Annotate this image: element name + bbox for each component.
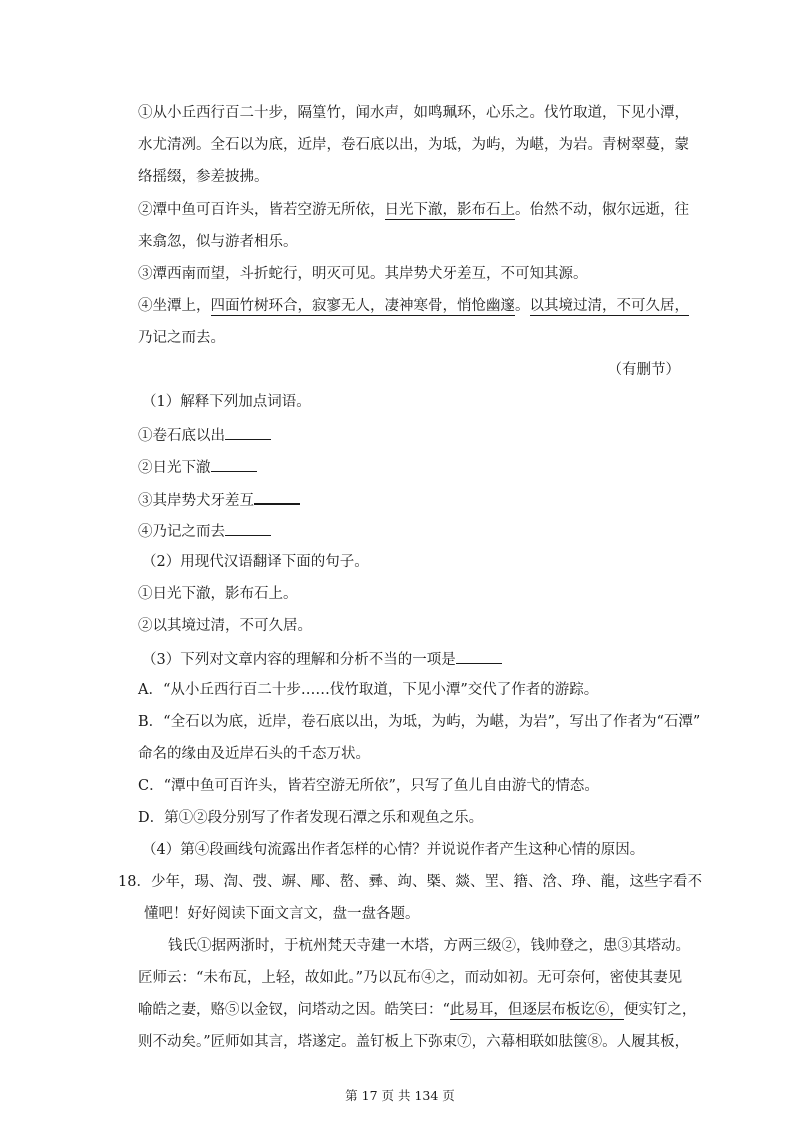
- passage-p1-line1: ①从小丘西行百二十步，隔篁竹，闻水声，如鸣珮环，心乐之。伐竹取道，下见小潭，: [138, 105, 689, 121]
- q18-text-4: 则不动矣。”匠师如其言，塔遂定。盖钉板上下弥束⑦，六幕相联如胠箧⑧。人履其板，: [138, 1034, 690, 1050]
- q3-option-c: C．“潭中鱼可百许头，皆若空游无所依”，只写了鱼儿自由游弋的情态。: [138, 778, 599, 794]
- passage-p2-text: ②潭中鱼可百许头，皆若空游无所依，: [138, 202, 385, 218]
- q18-text-3a: 喻皓之妻，赂⑤以金钗，问塔动之因。皓笑曰：“: [138, 1002, 450, 1018]
- q18-line-1: 18．少年，㻛、渹、弢、竮、郮、嶅、彞、竘、㮣、燚、罜、簎、浛、琤、龍，这些字看不: [118, 874, 702, 890]
- q18-line-2: 懂吧！好好阅读下面文言文，盘一盘各题。: [144, 906, 420, 922]
- q1-item-2: [138, 456, 257, 478]
- passage-p4-text: ④坐潭上，: [138, 298, 211, 314]
- q1-item-3: [138, 488, 300, 511]
- q2-item-1: ①日光下澈，影布石上。: [138, 586, 298, 602]
- q1-item-1-text: ①卷石底以出: [138, 428, 225, 444]
- q3-option-a: A．“从小丘西行百二十步……伐竹取道，下见小潭”交代了作者的游踪。: [138, 682, 599, 698]
- q1-title: （1）解释下列加点词语。: [142, 394, 311, 410]
- q1-item-4: [138, 520, 271, 542]
- passage-p4-line2: 乃记之而去。: [138, 330, 225, 346]
- passage-p4-period: 。: [515, 298, 530, 314]
- q1-item-4-text: ④乃记之而去: [138, 524, 225, 540]
- passage-p1-line3: 络摇缀，参差披拂。: [138, 169, 269, 185]
- q3-option-b: B．“全石以为底，近岸，卷石底以出，为坻，为屿，为嵁，为岩”，写出了作者为“石潭”: [138, 714, 701, 730]
- underlined-sentence-1: 日光下澈，影布石上: [384, 202, 515, 218]
- passage-p2-line2: 来翕忽，似与游者相乐。: [138, 234, 298, 250]
- q18-text-2: 匠师云：“未布瓦，上轻，故如此。”乃以瓦布④之，而动如初。无可奈何，密使其妻见: [138, 970, 683, 986]
- q3-title: [142, 648, 502, 670]
- passage-p3: ③潭西南而望，斗折蛇行，明灭可见。其岸势犬牙差互，不可知其源。: [138, 266, 588, 282]
- answer-blank[interactable]: [456, 648, 502, 664]
- q2-title: （2）用现代汉语翻译下面的句子。: [142, 554, 369, 570]
- answer-blank[interactable]: [254, 488, 300, 505]
- q3-title-text: （3）下列对文章内容的理解和分析不当的一项是: [142, 652, 456, 668]
- q4-title: （4）第④段画线句流露出作者怎样的心情？并说说作者产生这种心情的原因。: [142, 842, 645, 858]
- answer-blank[interactable]: [225, 520, 271, 536]
- q1-item-3-text: ③其岸势犬牙差互: [138, 493, 254, 509]
- q18-text-1: 钱氏①据两浙时，于杭州梵天寺建一木塔，方两三级②，钱帅登之，患③其塔动。: [168, 938, 690, 954]
- q1-item-1: [138, 424, 271, 446]
- q18-underlined: 此易耳，但逐层布板讫⑥，: [449, 1002, 624, 1018]
- q18-text-3b: 便实钉之，: [623, 1002, 697, 1018]
- passage-p1-line2: 水尤清冽。全石以为底，近岸，卷石底以出，为坻，为屿，为嵁，为岩。青树翠蔓，蒙: [138, 137, 689, 153]
- passage-p4-line1: [138, 296, 689, 316]
- q3-option-b-cont: 命名的缘由及近岸石头的千态万状。: [138, 746, 370, 762]
- q2-item-2: ②以其境过清，不可久居。: [138, 618, 312, 634]
- underlined-sentence-2: 四面竹树环合，寂寥无人，凄神寒骨，悄怆幽邃: [210, 298, 515, 314]
- passage-p2-text-cont: 。佁然不动，俶尔远逝，往: [515, 202, 689, 218]
- underlined-sentence-3: 以其境过清，不可久居，: [529, 298, 689, 314]
- passage-p2-line1: [138, 200, 689, 220]
- page-footer: 第 17 页 共 134 页: [345, 1088, 455, 1103]
- q18-text-3: [138, 1000, 696, 1020]
- source-note: （有删节）: [607, 362, 680, 378]
- q3-option-d: D．第①②段分别写了作者发现石潭之乐和观鱼之乐。: [138, 810, 484, 826]
- answer-blank[interactable]: [225, 424, 271, 440]
- q1-item-2-text: ②日光下澈: [138, 460, 211, 476]
- answer-blank[interactable]: [211, 456, 257, 472]
